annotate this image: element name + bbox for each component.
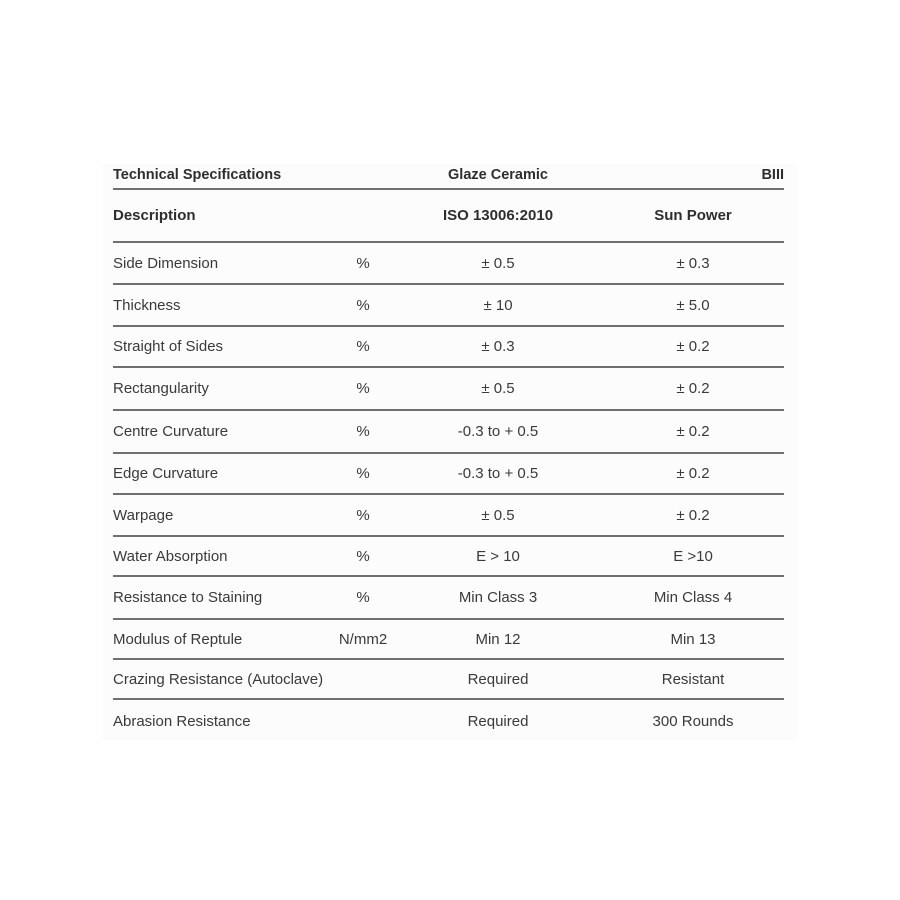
row-unit: % (356, 254, 370, 272)
table-row (113, 454, 784, 495)
row-description: Thickness (113, 296, 181, 314)
row-brand-value: ± 0.2 (676, 506, 710, 524)
row-standard-value: ± 0.5 (481, 506, 515, 524)
row-description: Modulus of Reptule (113, 630, 243, 648)
row-description: Warpage (113, 506, 174, 524)
column-header-standard: ISO 13006:2010 (442, 207, 554, 224)
row-brand-value: ± 5.0 (676, 296, 710, 314)
row-description: Straight of Sides (113, 338, 224, 355)
row-unit: % (356, 296, 370, 314)
material-label: Glaze Ceramic (448, 167, 548, 183)
row-description: Rectangularity (113, 380, 209, 397)
row-unit: % (356, 380, 370, 397)
row-standard-value: -0.3 to + 0.5 (457, 423, 539, 440)
row-description: Edge Curvature (113, 465, 219, 482)
table-row (113, 285, 784, 327)
row-standard-value: ± 0.3 (481, 338, 515, 355)
table-row (113, 577, 784, 620)
row-description: Crazing Resistance (Autoclave) (113, 670, 324, 688)
table-row (113, 411, 784, 454)
row-description: Resistance to Staining (113, 589, 263, 606)
row-unit: % (356, 547, 370, 565)
table-row (113, 620, 784, 660)
row-standard-value: -0.3 to + 0.5 (457, 465, 539, 482)
technical-specifications-table (113, 163, 784, 743)
table-title-row (113, 163, 784, 190)
table-row (113, 327, 784, 368)
row-brand-value: ± 0.2 (676, 465, 710, 482)
table-row (113, 537, 784, 577)
row-unit: N/mm2 (338, 630, 388, 648)
row-unit: % (356, 465, 370, 482)
row-description: Centre Curvature (113, 423, 229, 440)
row-unit: % (356, 423, 370, 440)
column-header-brand: Sun Power (654, 207, 732, 224)
row-brand-value: ± 0.3 (676, 254, 710, 272)
row-unit: % (356, 338, 370, 355)
row-standard-value: Required (467, 713, 529, 730)
row-brand-value: 300 Rounds (652, 713, 734, 730)
row-standard-value: E > 10 (476, 547, 520, 565)
row-brand-value: Resistant (661, 670, 725, 688)
table-row (113, 495, 784, 537)
row-brand-value: Min 13 (670, 630, 716, 648)
row-brand-value: E >10 (673, 547, 713, 565)
table-row (113, 700, 784, 743)
table-title: Technical Specifications (113, 167, 282, 183)
row-unit (333, 660, 393, 698)
row-description: Abrasion Resistance (113, 713, 251, 730)
row-standard-value: ± 0.5 (481, 254, 515, 272)
row-standard-value: Required (467, 670, 529, 688)
table-row (113, 660, 784, 700)
table-row (113, 243, 784, 285)
table-row (113, 368, 784, 411)
row-description: Water Absorption (113, 547, 228, 565)
column-header-description: Description (113, 207, 196, 224)
row-brand-value: ± 0.2 (676, 338, 710, 355)
row-unit: % (356, 506, 370, 524)
row-brand-value: Min Class 4 (653, 589, 733, 606)
row-standard-value: Min Class 3 (458, 589, 538, 606)
row-unit: % (356, 589, 370, 606)
row-standard-value: Min 12 (475, 630, 521, 648)
table-body (113, 243, 784, 743)
row-brand-value: ± 0.2 (676, 380, 710, 397)
column-header-row (113, 190, 784, 243)
group-label: BIII (761, 167, 784, 183)
row-standard-value: ± 0.5 (481, 380, 515, 397)
row-standard-value: ± 10 (483, 296, 513, 314)
row-brand-value: ± 0.2 (676, 423, 710, 440)
row-description: Side Dimension (113, 254, 219, 272)
row-unit (333, 700, 393, 743)
